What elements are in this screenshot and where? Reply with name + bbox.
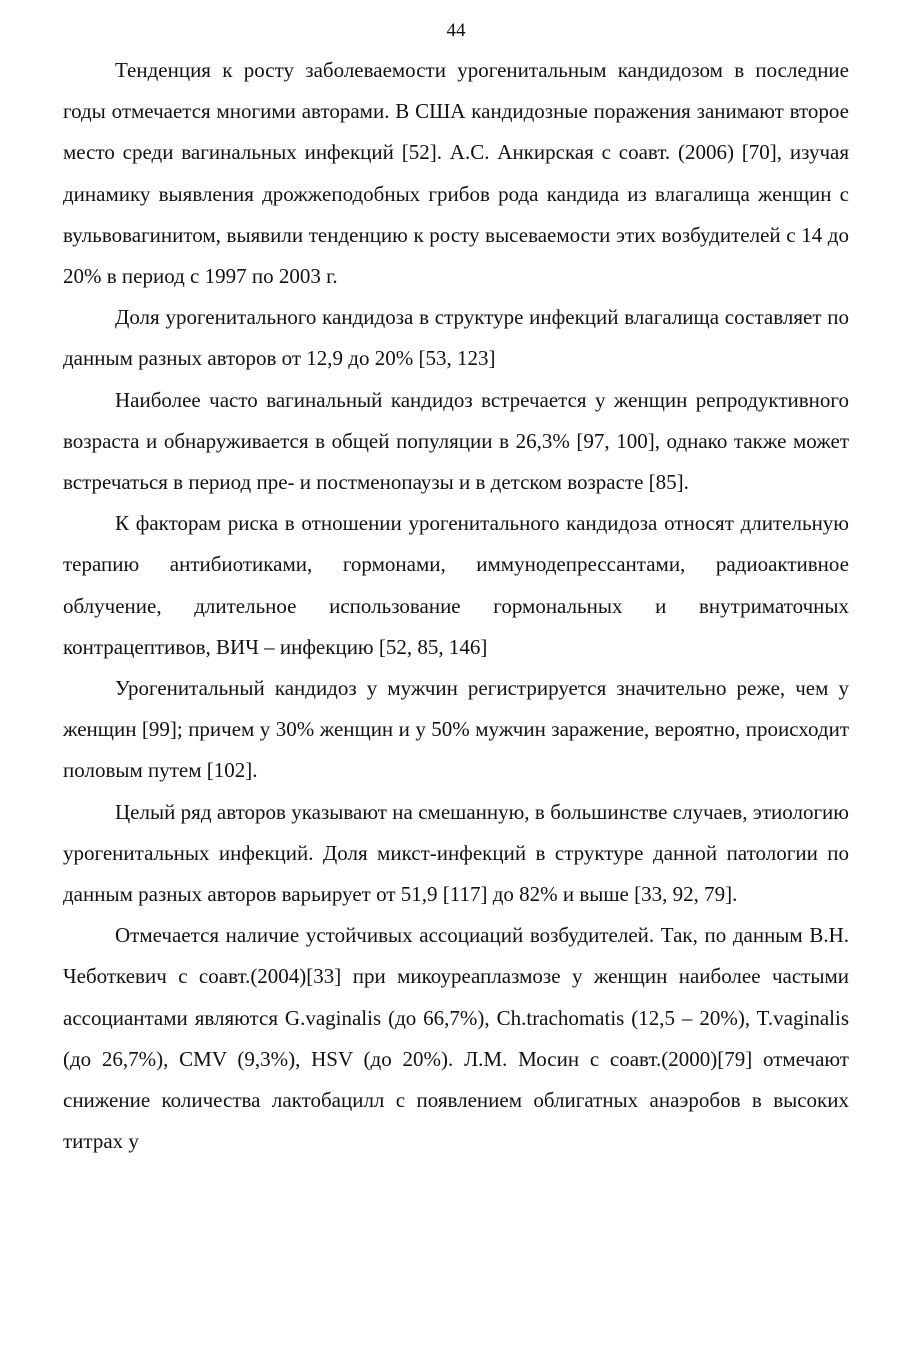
paragraph-7: Отмечается наличие устойчивых ассоциаций возбудителей. Так, по данным В.Н. Чеботкевич с соавт.(2004)[33] при микоуреаплазмозе у женщин наиболее частыми ассоциантами являются G.vaginalis (до 66,7%), Ch.trachomatis (12,5 – 20%), T.vaginalis (до 26,7%), CMV (9,3%), HSV (до 20%). Л.М. Мосин с соавт.(2000)[79] отмечают снижение количества лактобацилл с появлением облигатных анаэробов в высоких титрах у <box>63 923 849 1154</box>
paragraph-5: Урогенитальный кандидоз у мужчин регистрируется значительно реже, чем у женщин [99]; причем у 30% женщин и у 50% мужчин заражение, вероятно, происходит половым путем [102]. <box>63 676 849 783</box>
paragraph-3: Наиболее часто вагинальный кандидоз встречается у женщин репродуктивного возраста и обнаруживается в общей популяции в 26,3% [97, 100], однако также может встречаться в период пре- и постменопаузы и в детском возрасте [85]. <box>63 387 849 495</box>
page-number: 44 <box>446 20 466 41</box>
paragraph-6: Целый ряд авторов указывают на смешанную, в большинстве случаев, этиологию урогенитальных инфекций. Доля микст-инфекций в структуре данной патологии по данным разных авторов варьирует от 51,9 [117] до 82% и выше [33, 92, 79]. <box>63 799 849 907</box>
paragraph-1: Тенденция к росту заболеваемости урогенитальным кандидозом в последние годы отмечается многими авторами. В США кандидозные поражения занимают второе место среди вагинальных инфекций [52]. А.С. Анкирская с соавт. (2006) [70], изучая динамику выявления дрожжеподобных грибов рода кандида из влагалища женщин с вульвовагинитом, выявили тенденцию к росту высеваемости этих возбудителей с 14 до 20% в период с 1997 по 2003 г. <box>63 58 849 289</box>
paragraph-4: К факторам риска в отношении урогенитального кандидоза относят длительную терапию антибиотиками, гормонами, иммунодепрессантами, радиоактивное облучение, длительное использование гормональных и внутриматочных контрацептивов, ВИЧ – инфекцию [52, 85, 146] <box>63 511 849 659</box>
body-text <box>63 50 849 1162</box>
paragraph-2: Доля урогенитального кандидоза в структуре инфекций влагалища составляет по данным разных авторов от 12,9 до 20% [53, 123] <box>63 305 849 371</box>
